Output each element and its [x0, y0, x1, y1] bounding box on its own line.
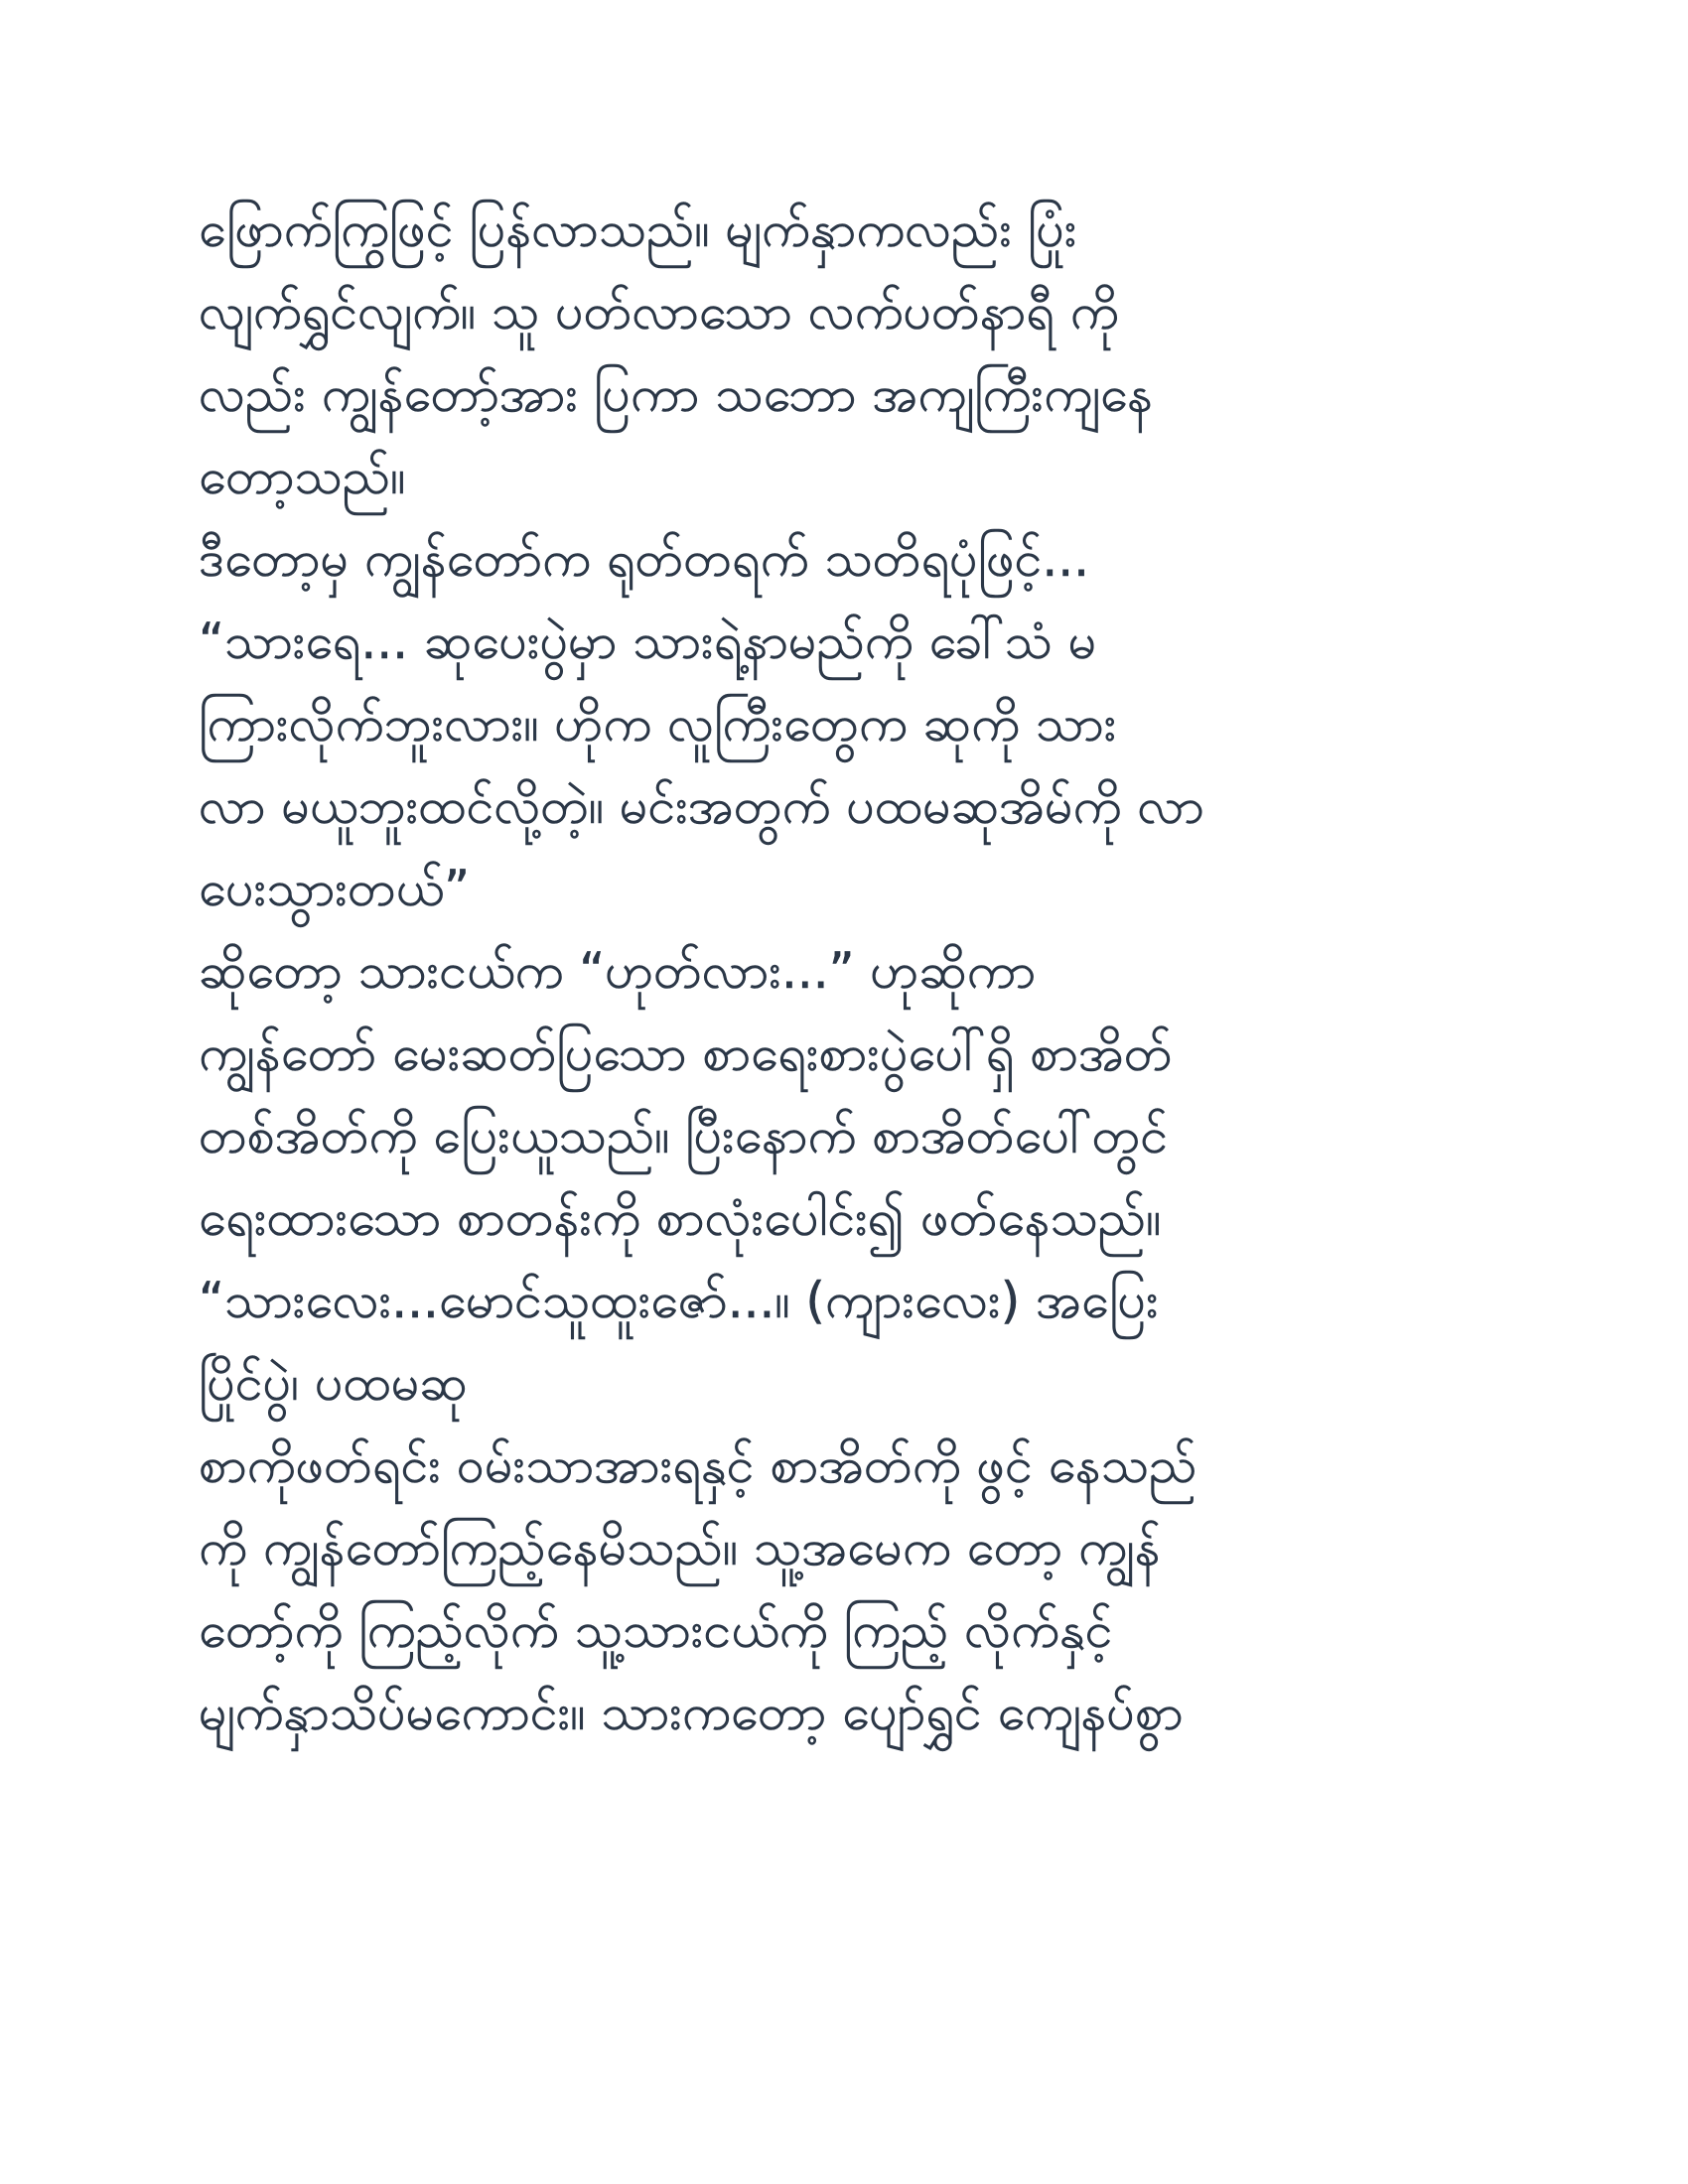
text-line-6: “သားရေ... ဆုပေးပွဲမှာ သားရဲ့နာမည်ကို ခေါ်သံ မ	[199, 613, 1097, 670]
text-line-16: စာကိုဖတ်ရင်း ဝမ်းသာအားရနှင့် စာအိတ်ကို ဖွင့် နေသည်	[199, 1436, 1197, 1494]
text-line-11: ကျွန်တော် မေးဆတ်ပြသော စာရေးစားပွဲပေါ်ရှိ စာအိတ်	[199, 1024, 1173, 1082]
text-line-13: ရေးထားသော စာတန်းကို စာလုံးပေါင်း၍ ဖတ်နေသည်။	[199, 1189, 1162, 1247]
text-line-18: တော့်ကို ကြည့်လိုက် သူ့သားငယ်ကို ကြည့် လိုက်နှင့်	[199, 1601, 1113, 1659]
text-line-1: ဖြောက်ကြွဖြင့် ပြန်လာသည်။ မျက်နှာကလည်း ပြုံး	[199, 201, 1077, 258]
text-line-14: “သားလေး...မောင်သူထူးဇော်...။ (ကျားလေး) အပြေး	[199, 1272, 1159, 1329]
text-line-5: ဒီတော့မှ ကျွန်တော်က ရုတ်တရက် သတိရပုံဖြင့်...	[199, 530, 1090, 588]
text-line-15: ပြိုင်ပွဲ၊ ပထမဆု	[199, 1354, 468, 1412]
text-line-3: လည်း ကျွန်တော့်အား ပြကာ သဘော အကျကြီးကျနေ	[199, 365, 1153, 423]
text-line-19: မျက်နှာသိပ်မကောင်း။ သားကတော့ ပျော်ရွှင် ကျေနပ်စွာ	[199, 1684, 1184, 1741]
text-line-2: လျက်ရွှင်လျက်။ သူ ပတ်လာသော လက်ပတ်နာရီ ကို	[199, 283, 1119, 341]
text-line-8: လာ မယူဘူးထင်လို့တဲ့။ မင်းအတွက် ပထမဆုအိမ်ကို လာ	[199, 777, 1204, 835]
text-line-4: တော့သည်။	[199, 448, 406, 505]
text-line-10: ဆိုတော့ သားငယ်က “ဟုတ်လား...” ဟုဆိုကာ	[199, 942, 1037, 1000]
text-line-17: ကို ကျွန်တော်ကြည့်နေမိသည်။ သူ့အမေက တော့ ကျွန်	[199, 1519, 1161, 1576]
text-line-9: ပေးသွားတယ်”	[199, 860, 471, 917]
text-line-12: တစ်အိတ်ကို ပြေးယူသည်။ ပြီးနောက် စာအိတ်ပေါ်တွင်	[199, 1107, 1169, 1164]
story-text	[199, 189, 1489, 1754]
text-line-7: ကြားလိုက်ဘူးလား။ ဟိုက လူကြီးတွေက ဆုကို သား	[199, 695, 1117, 752]
